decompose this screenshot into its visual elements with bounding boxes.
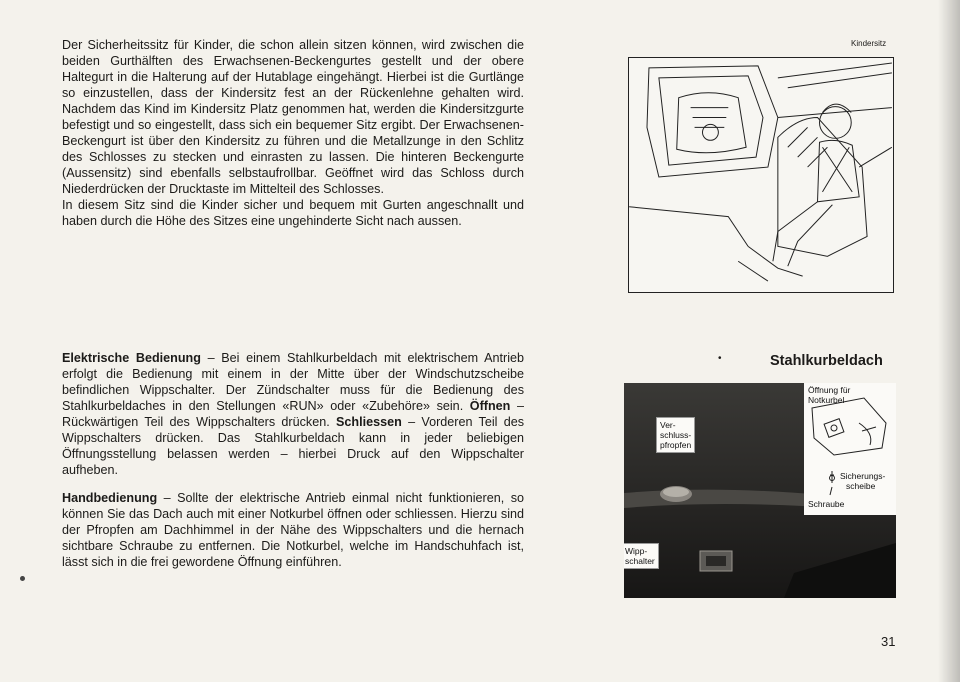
sunroof-title: Stahlkurbeldach — [770, 353, 883, 369]
bullet-mark: • — [718, 353, 722, 364]
sunroof-photo — [624, 383, 896, 598]
page-number: 31 — [881, 634, 896, 649]
crank-opening-label: Öffnung für Notkurbel — [808, 385, 851, 405]
child-seat-drawing — [629, 58, 893, 292]
open-text: – Rückwärtigen Teil des Wippschalters drücken. — [62, 399, 524, 429]
manual-operation-section — [62, 490, 524, 570]
child-seat-illustration — [628, 57, 894, 293]
child-seat-text — [62, 37, 524, 229]
electric-text: – Bei einem Stahlkurbeldach mit elektrischem Antrieb erfolgt die Bedienung mit einem in der Mitte über der Windschutzscheibe befindlichen Wippschalter. Der Zündschalter muss für die Bedienung des Stahlkurbeldaches in den Stellungen «RUN» oder «Zubehöre» sein. — [62, 351, 524, 413]
section-header-label: Kindersitz — [851, 39, 887, 48]
washer-label: Sicherungs- scheibe — [840, 471, 886, 491]
child-seat-paragraph-1: Der Sicherheitssitz für Kinder, die schon allein sitzen können, wird zwischen die beiden Gurthälften des Erwachsenen-Beckengurtes gestellt und der obere Haltegurt in die Halterung auf der Hutablage eingehängt. Hierbei ist die Gurtlänge so einzustellen, dass der Kindersitz fest an der Rückenlehne gehalten wird. Nachdem das Kind im Kindersitz Platz genommen hat, werden die Kindersitzgurte befestigt und so eingestellt, dass sich ein bequemer Sitz ergibt. Der Erwachsenen-Beckengurt ist über den Kindersitz zu führen und die Metallzunge in den Schlitz des Schlosses zu stecken und einrasten zu lassen. Die hinteren Beckengurte (Aussensitz) sind ebenfalls selbstaufrollbar. Geöffnet wird das Schloss durch Niederdrücken der Drucktaste im Mittelteil des Schlosses. — [62, 38, 524, 196]
electric-operation-section — [62, 350, 524, 478]
page-mark-dot — [20, 576, 25, 581]
page-edge-shadow — [938, 0, 960, 682]
close-heading: Schliessen — [336, 415, 402, 429]
switch-label: Wipp- schalter — [624, 543, 659, 569]
manual-operation-paragraph — [62, 490, 524, 570]
child-seat-paragraph-2: In diesem Sitz sind die Kinder sicher und bequem mit Gurten angeschnallt und haben durch die Höhe des Sitzes eine ungehinderte Sicht nach aussen. — [62, 198, 524, 228]
plug-label: Ver- schluss- pfropfen — [656, 417, 695, 453]
close-text: – Vorderen Teil des Wippschalters drücken. Das Stahlkurbeldach kann in jeder beliebigen Öffnungsstellung belassen werden – hierbei Druck auf den Wippschalter aufheben. — [62, 415, 524, 477]
open-heading: Öffnen — [469, 399, 511, 413]
manual-text: – Sollte der elektrische Antrieb einmal nicht funktionieren, so können Sie das Dach auch mit einer Notkurbel öffnen oder schliessen. Hierzu sind der Pfropfen am Dachhimmel in der Nähe des Wippschalters und die hernach sichtbare Schraube zu entfernen. Die Notkurbel, welche im Handschuhfach ist, lässt sich in die frei gewordene Öffnung einführen. — [62, 491, 524, 569]
screw-label: Schraube — [808, 499, 845, 509]
electric-operation-paragraph — [62, 350, 524, 478]
manual-heading: Handbedienung — [62, 491, 158, 505]
electric-heading: Elektrische Bedienung — [62, 351, 201, 365]
